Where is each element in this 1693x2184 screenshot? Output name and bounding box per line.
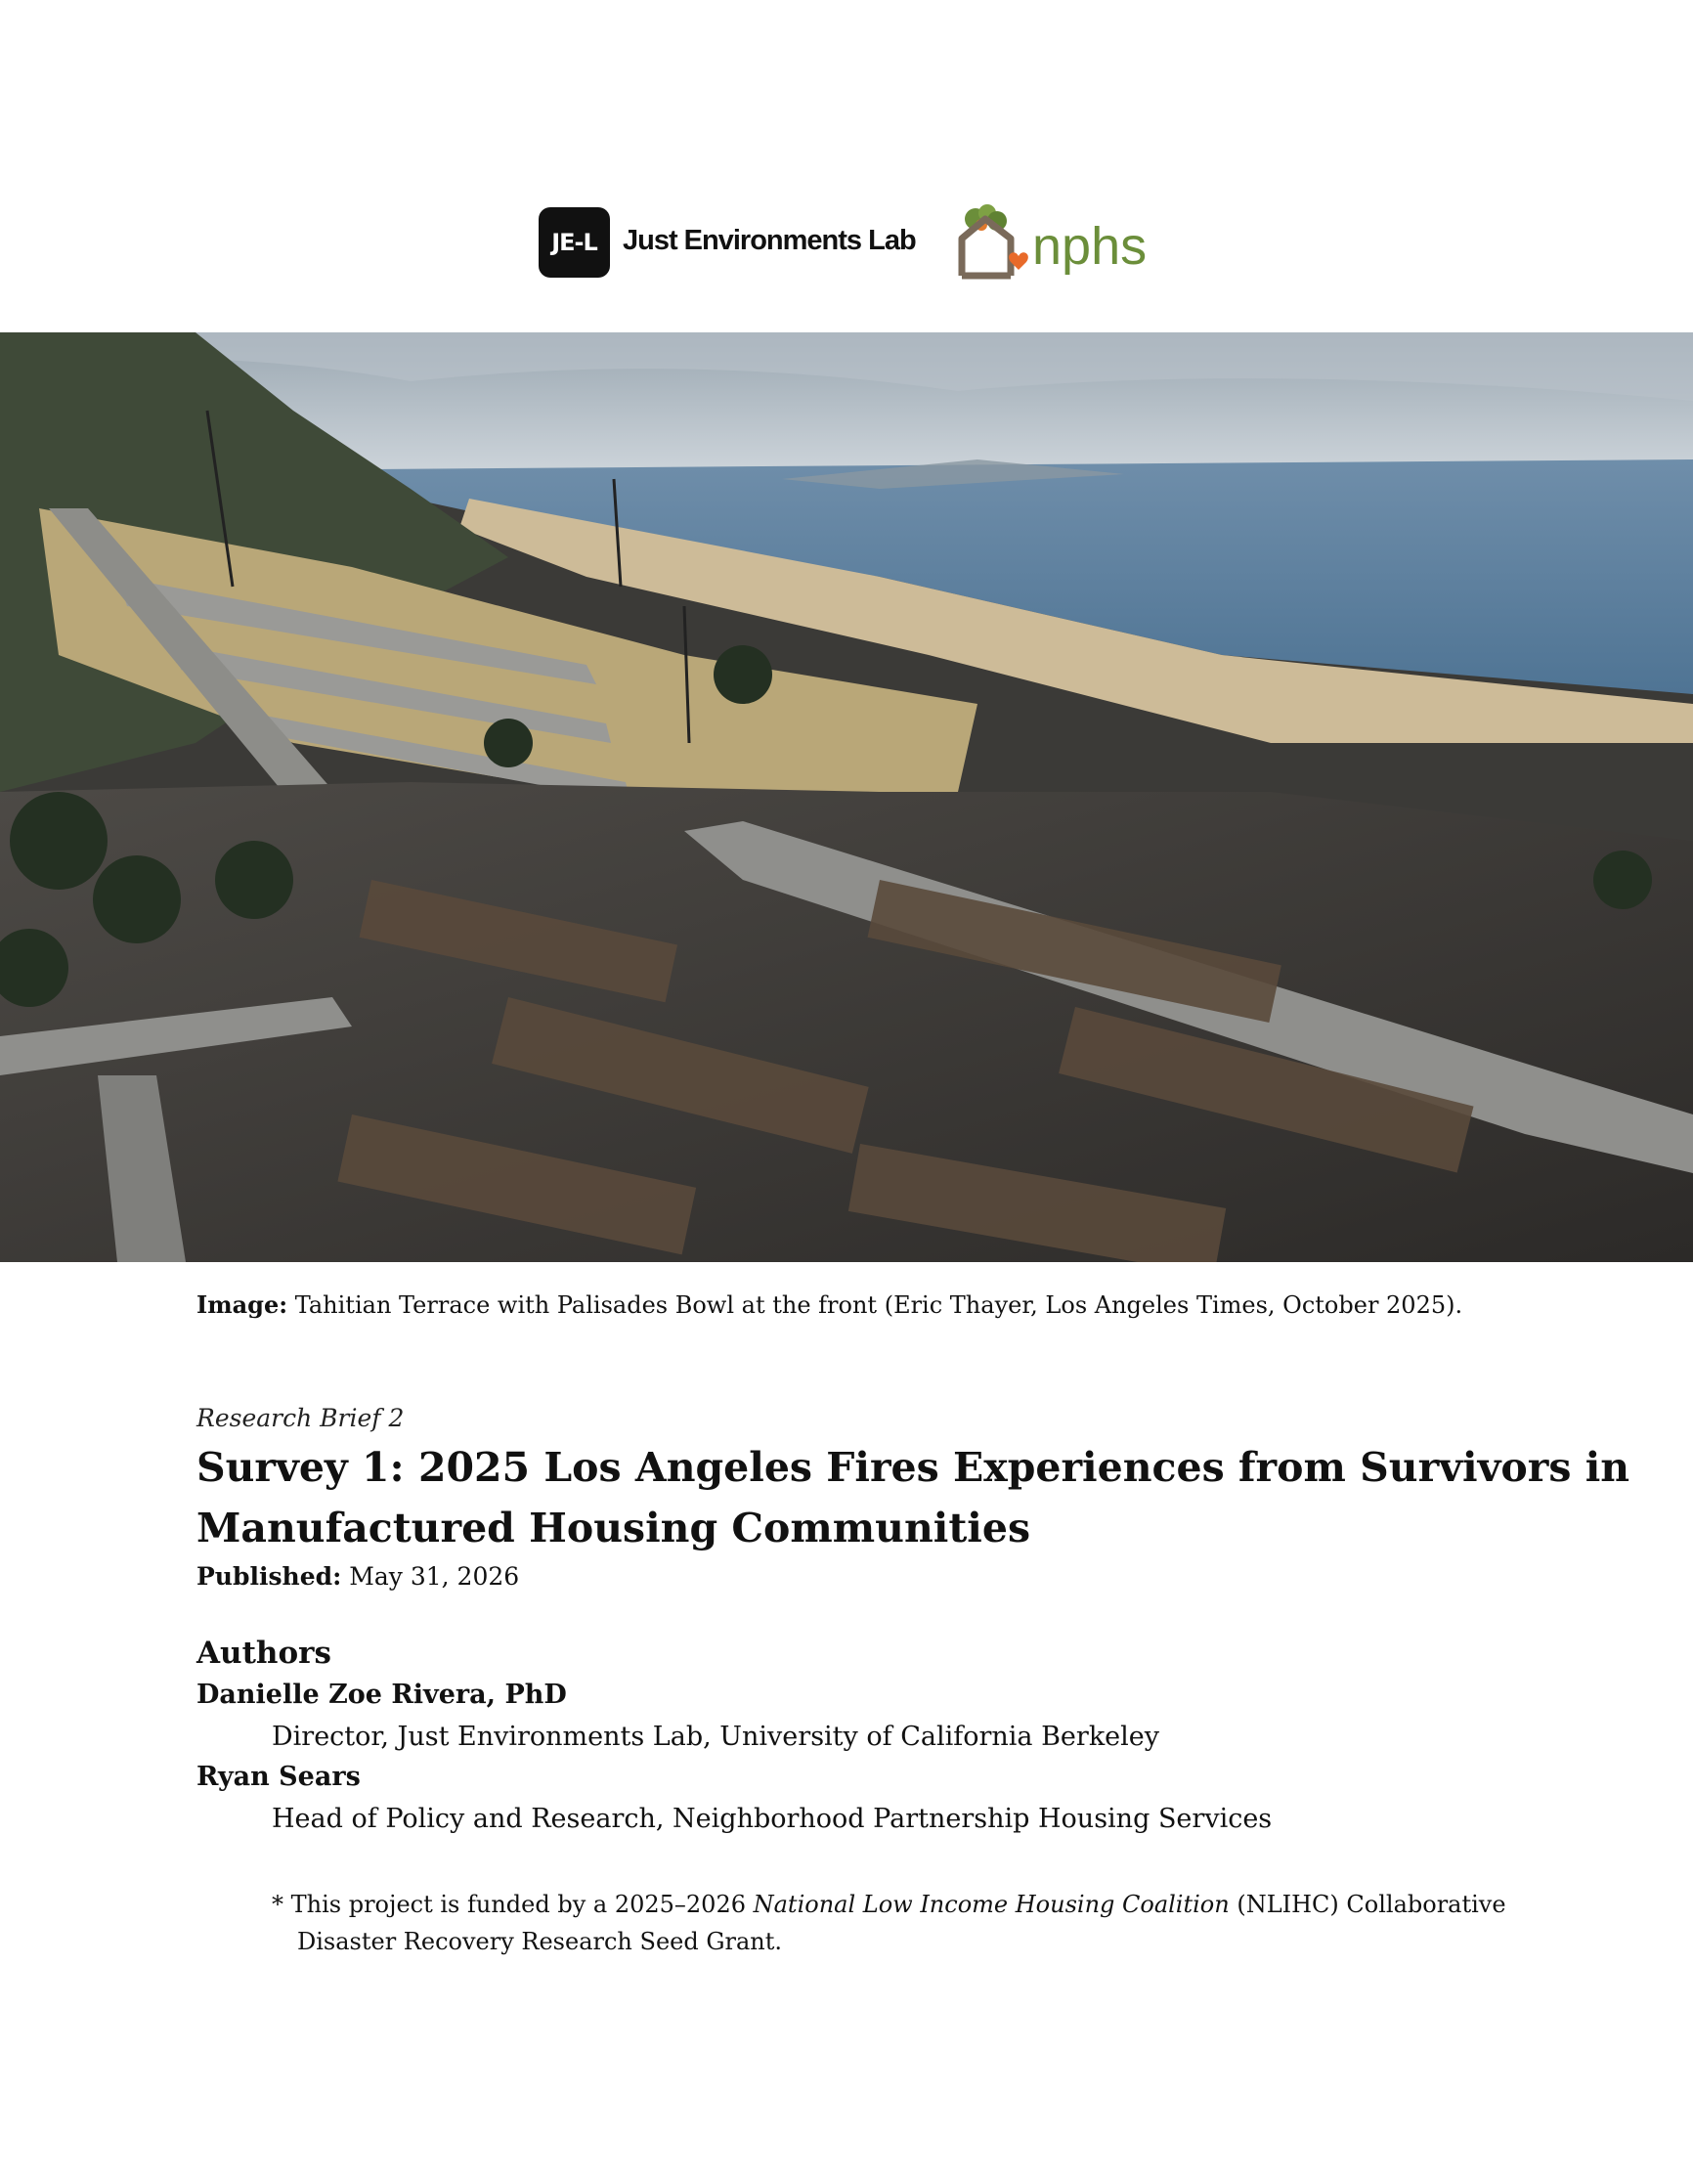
house-tree-heart-icon	[962, 204, 1028, 276]
logo-bar	[0, 203, 1693, 282]
authors-heading: Authors	[196, 1636, 331, 1671]
funding-prefix: * This project is funded by a 2025–2026	[272, 1891, 754, 1918]
published-date	[196, 1562, 519, 1591]
brief-kicker: Research Brief 2	[196, 1404, 405, 1432]
hero-photo	[0, 332, 1693, 1262]
title-line-2: Manufactured Housing Communities	[196, 1505, 1031, 1551]
funding-org: National Low Income Housing Coalition	[753, 1891, 1230, 1918]
published-label: Published:	[196, 1562, 342, 1591]
funding-note	[272, 1886, 1506, 1960]
published-value: May 31, 2026	[341, 1562, 520, 1591]
jel-logo-name: Just Environments Lab	[623, 225, 916, 256]
author-role-1: Director, Just Environments Lab, University of California Berkeley	[272, 1722, 1160, 1752]
caption-text: Tahitian Terrace with Palisades Bowl at the front (Eric Thayer, Los Angeles Times, October 2025).	[287, 1291, 1463, 1319]
author-role-2: Head of Policy and Research, Neighborhood Partnership Housing Services	[272, 1804, 1273, 1834]
nphs-logo-text: nphs	[1032, 217, 1148, 276]
jel-logo-badge: JE-L	[539, 207, 610, 278]
image-caption	[196, 1290, 1462, 1319]
caption-label: Image:	[196, 1290, 288, 1319]
author-name-2: Ryan Sears	[196, 1762, 361, 1792]
author-name-1: Danielle Zoe Rivera, PhD	[196, 1680, 567, 1710]
title-line-1: Survey 1: 2025 Los Angeles Fires Experiences from Survivors in	[196, 1444, 1630, 1491]
funding-suffix: (NLIHC) Collaborative	[1229, 1891, 1506, 1918]
nphs-logo	[954, 203, 1159, 282]
page-title	[196, 1437, 1630, 1558]
funding-line-2: Disaster Recovery Research Seed Grant.	[297, 1928, 783, 1955]
